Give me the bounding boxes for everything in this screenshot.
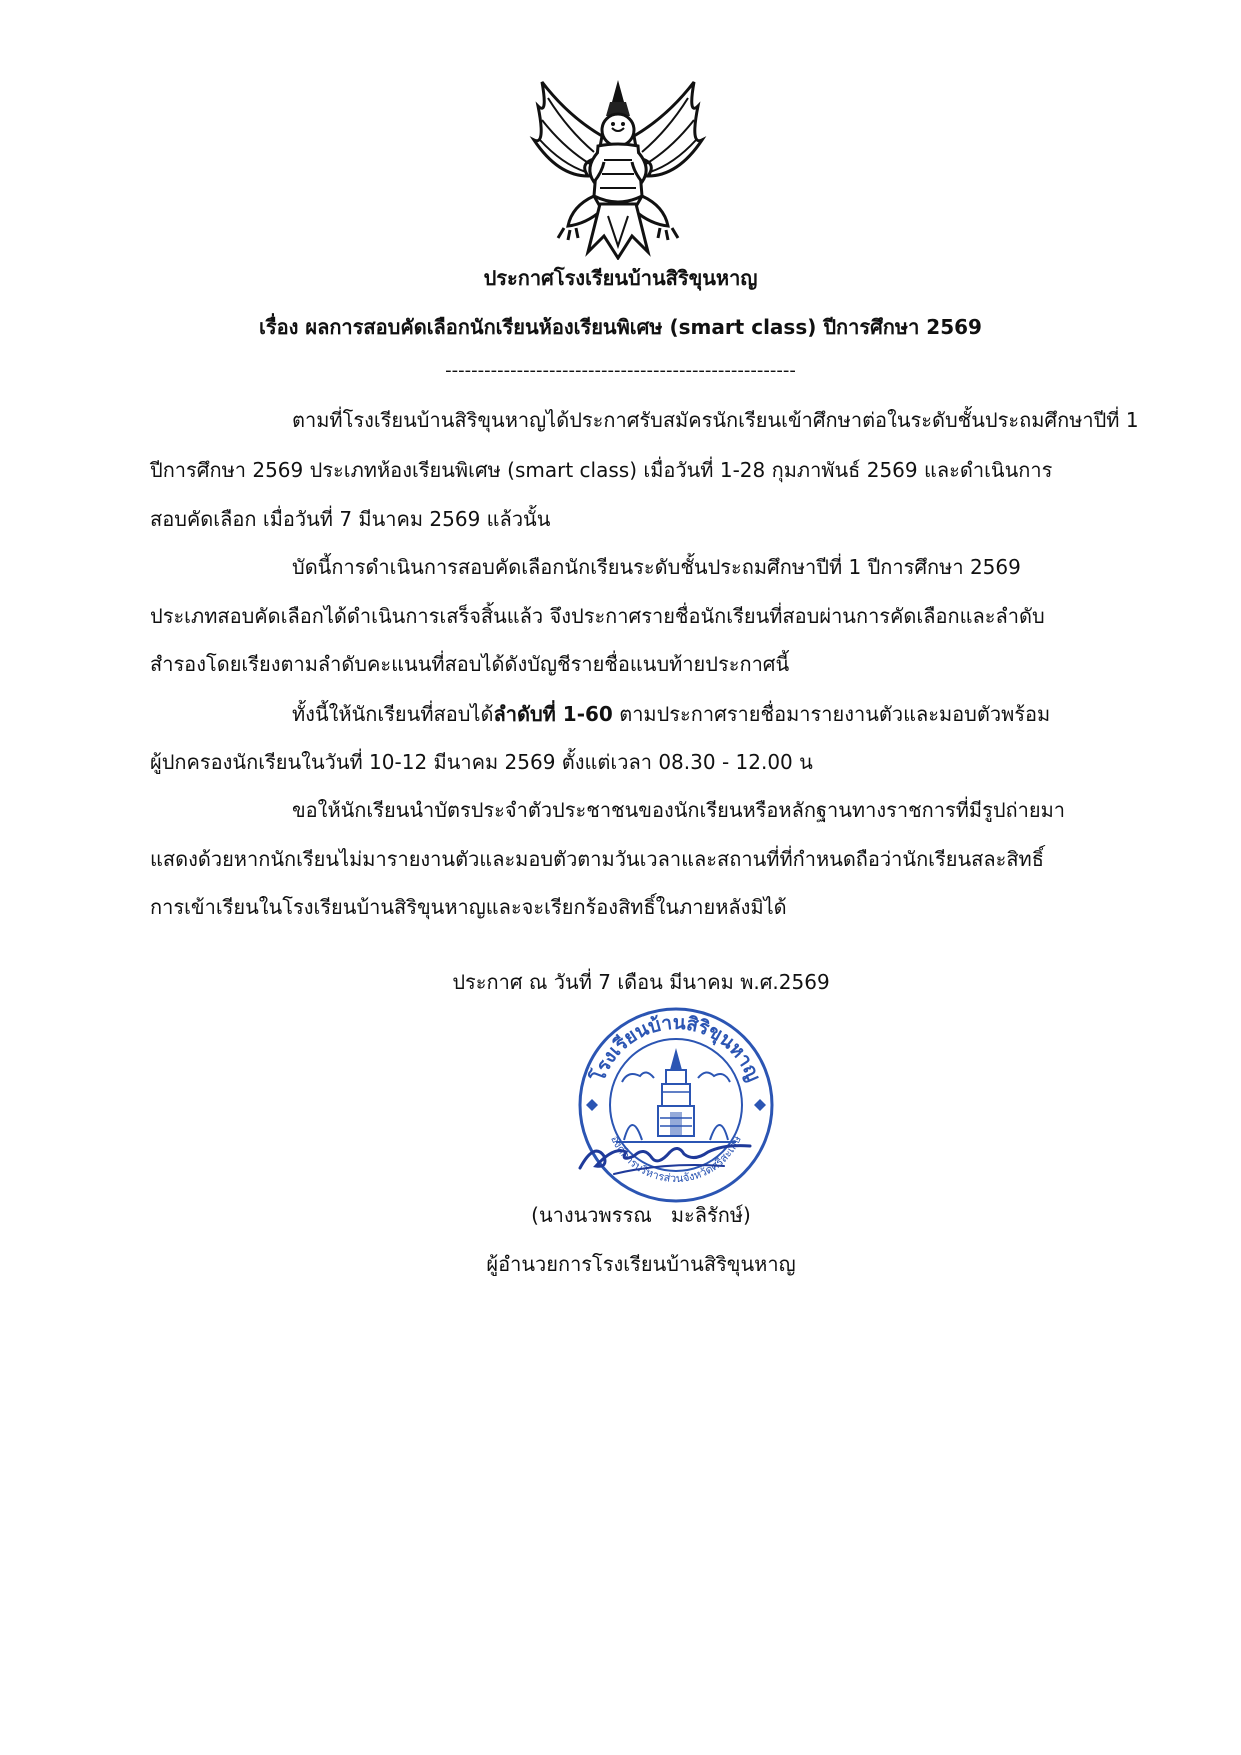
paragraph-2-line-2: ประเภทสอบคัดเลือกได้ดำเนินการเสร็จสิ้นแล้ว จึงประกาศรายชื่อนักเรียนที่สอบผ่านการคัดเลือกและลำดับ <box>150 604 1045 628</box>
paragraph-2-line-1: บัดนี้การดำเนินการสอบคัดเลือกนักเรียนระดับชั้นประถมศึกษาปีที่ 1 ปีการศึกษา 2569 <box>292 555 1021 579</box>
paragraph-4-line-2: แสดงด้วยหากนักเรียนไม่มารายงานตัวและมอบตัวตามวันเวลาและสถานที่ที่กำหนดถือว่านักเรียนสละสิทธิ์ <box>150 847 1044 871</box>
paragraph-3-text-before: ทั้งนี้ให้นักเรียนที่สอบได้ <box>292 702 494 726</box>
paragraph-3-line-2: ผู้ปกครองนักเรียนในวันที่ 10-12 มีนาคม 2569 ตั้งแต่เวลา 08.30 - 12.00 น <box>150 750 813 774</box>
handwritten-signature-icon <box>574 1122 754 1182</box>
paragraph-1-line-3: สอบคัดเลือก เมื่อวันที่ 7 มีนาคม 2569 แล้วนั้น <box>150 507 551 531</box>
paragraph-1-line-1: ตามที่โรงเรียนบ้านสิริขุนหาญได้ประกาศรับสมัครนักเรียนเข้าศึกษาต่อในระดับชั้นประถมศึกษาปีที่ 1 <box>292 408 1139 432</box>
document-title: ประกาศโรงเรียนบ้านสิริขุนหาญ <box>483 266 758 290</box>
announcement-date: ประกาศ ณ วันที่ 7 เดือน มีนาคม พ.ศ.2569 <box>452 970 830 994</box>
paragraph-2-line-3: สำรองโดยเรียงตามลำดับคะแนนที่สอบได้ดังบัญชีรายชื่อแนบท้ายประกาศนี้ <box>150 652 790 676</box>
paragraph-3-text-after: ตามประกาศรายชื่อมารายงานตัวและมอบตัวพร้อม <box>612 702 1051 726</box>
garuda-emblem-icon <box>528 76 708 260</box>
document-subject: เรื่อง ผลการสอบคัดเลือกนักเรียนห้องเรียนพิเศษ (smart class) ปีการศึกษา 2569 <box>259 315 982 339</box>
paragraph-1-line-2: ปีการศึกษา 2569 ประเภทห้องเรียนพิเศษ (smart class) เมื่อวันที่ 1-28 กุมภาพันธ์ 2569 และดำเนินการ <box>150 458 1053 482</box>
paragraph-4-line-3: การเข้าเรียนในโรงเรียนบ้านสิริขุนหาญและจะเรียกร้องสิทธิ์ในภายหลังมิได้ <box>150 895 787 919</box>
signer-position: ผู้อำนวยการโรงเรียนบ้านสิริขุนหาญ <box>486 1252 796 1276</box>
signer-name: (นางนวพรรณ มะลิรักษ์) <box>531 1203 751 1227</box>
seal-bottom-text: องค์การบริหารส่วนจังหวัดศรีสะเกษ <box>608 1133 744 1186</box>
paragraph-4-line-1: ขอให้นักเรียนนำบัตรประจำตัวประชาชนของนักเรียนหรือหลักฐานทางราชการที่มีรูปถ่ายมา <box>292 798 1065 822</box>
paragraph-3-line-1 <box>292 700 1050 728</box>
divider: ------------------------------------------------------ <box>445 360 796 381</box>
paragraph-3-rank-range: ลำดับที่ 1-60 <box>493 702 613 726</box>
seal-top-text: โรงเรียนบ้านสิริขุนหาญ <box>587 1011 765 1085</box>
